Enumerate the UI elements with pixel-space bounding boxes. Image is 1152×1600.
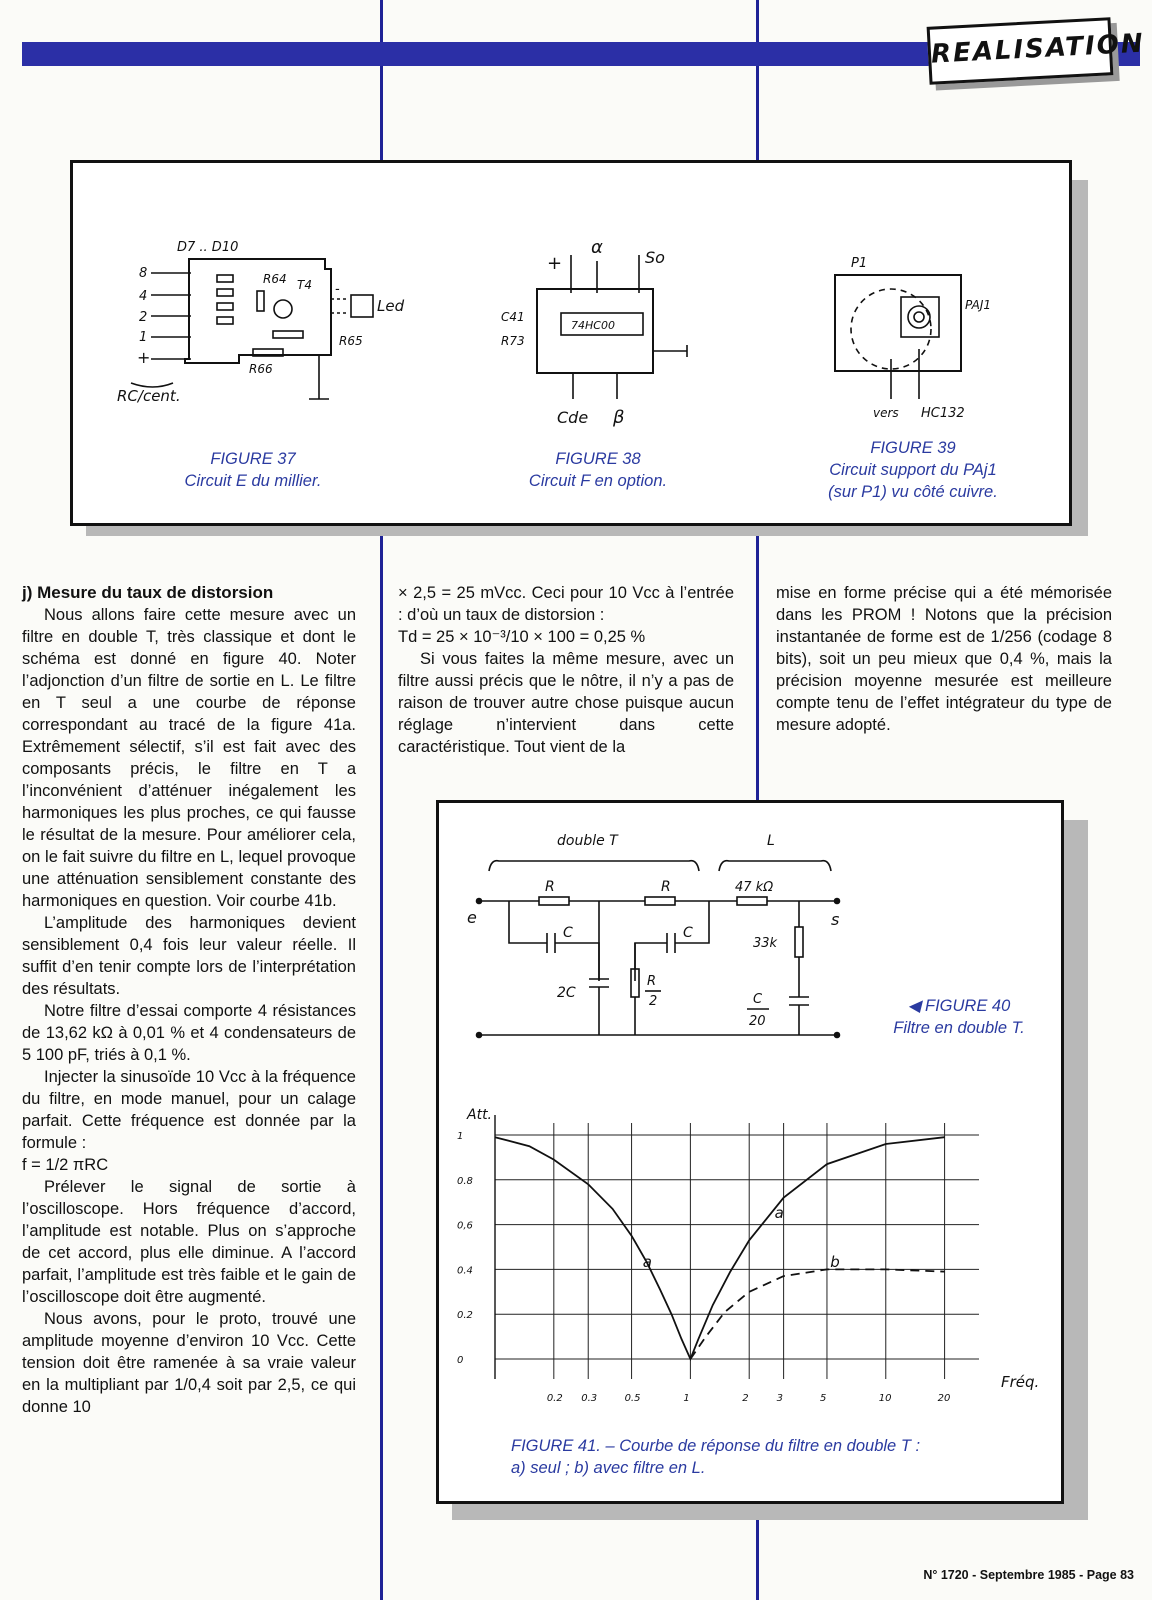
- col1-formula: f = 1/2 πRC: [22, 1156, 109, 1174]
- fig40-c1: C: [563, 925, 573, 941]
- fig37-in2: 2: [139, 310, 148, 325]
- figure-39-text-1: Circuit support du PAj1: [829, 461, 997, 479]
- fig40-r1: R: [545, 879, 555, 895]
- fig37-diodes-label: D7 .. D10: [177, 240, 239, 255]
- y-tick-label: 1: [457, 1131, 464, 1142]
- fig37-minus: -: [335, 282, 340, 297]
- col1-para-3: Notre filtre d’essai comporte 4 résistances de 13,62 kΩ à 0,01 % et 4 condensateurs de 5 100 pF, triés à 0,1 %.: [22, 1002, 356, 1064]
- figure-40-title: ◀ FIGURE 40: [907, 997, 1011, 1015]
- chart-ticks: [457, 1131, 950, 1404]
- fig39-p1: P1: [851, 256, 868, 271]
- section-tag-label: REALISATION: [930, 28, 1146, 70]
- figure-37-text: Circuit E du millier.: [184, 472, 322, 490]
- fig38-cde: Cde: [557, 408, 589, 427]
- figure-40-caption: [869, 995, 1049, 1039]
- figure-38-text: Circuit F en option.: [528, 472, 668, 490]
- x-tick-label: 0.5: [624, 1393, 641, 1404]
- col1-para-4: Injecter la sinusoïde 10 Vcc à la fréquence du filtre, en mode manuel, pour un calage parfait. Cette fréquence est donnée par la formule :: [22, 1068, 356, 1152]
- col2-formula: Td = 25 × 10⁻³/10 × 100 = 0,25 %: [398, 628, 646, 646]
- article-heading: j) Mesure du taux de distorsion: [22, 583, 274, 602]
- figure-40-text: Filtre en double T.: [893, 1019, 1025, 1037]
- figure-38-caption: [498, 448, 698, 492]
- curve-label-a: a: [642, 1253, 652, 1272]
- x-tick-label: 3: [776, 1393, 783, 1404]
- figure-38-title: FIGURE 38: [555, 450, 641, 468]
- figure-39-text-2: (sur P1) vu côté cuivre.: [828, 483, 998, 501]
- page-footer: N° 1720 - Septembre 1985 - Page 83: [923, 1568, 1134, 1582]
- fig40-r-half-den: 2: [649, 994, 658, 1009]
- chart-ylabel: Att.: [467, 1107, 493, 1123]
- fig37-in1: 1: [139, 330, 148, 345]
- fig40-c20-den: 20: [749, 1014, 766, 1029]
- chart-xlabel: Fréq.: [1001, 1373, 1040, 1391]
- fig40-r-half-num: R: [647, 974, 657, 989]
- fig37-r65: R65: [339, 334, 363, 348]
- fig40-r33k: 33k: [753, 936, 778, 951]
- fig38-r73: R73: [501, 334, 525, 348]
- article-column-1: [22, 582, 356, 1418]
- fig38-alpha: α: [591, 237, 603, 258]
- figure-41-caption: [511, 1435, 1011, 1479]
- top-figures-box: [70, 160, 1072, 526]
- col2-para-1: × 2,5 = 25 mVcc. Ceci pour 10 Vcc à l’entrée : d’où un taux de distorsion :: [398, 584, 734, 624]
- figure-37-caption: [153, 448, 353, 492]
- x-tick-label: 0.2: [546, 1393, 563, 1404]
- chart-grid: [495, 1115, 979, 1379]
- fig39-paj1: PAJ1: [965, 298, 992, 312]
- series-a-line: [495, 1137, 945, 1359]
- fig39-hc132: HC132: [921, 406, 965, 421]
- fig40-2c: 2C: [557, 985, 576, 1001]
- y-tick-label: 0: [457, 1355, 464, 1366]
- fig38-beta: β: [613, 407, 625, 428]
- x-tick-label: 20: [937, 1393, 951, 1404]
- col1-para-6: Nous avons, pour le proto, trouvé une amplitude moyenne d’environ 10 Vcc. Cette tension doit être ramenée à sa vraie valeur en la multipliant par 1/0,4 soit par 2,5, ce qui donne 10: [22, 1310, 356, 1416]
- fig37-in4: 4: [139, 289, 148, 304]
- x-tick-label: 2: [742, 1393, 749, 1404]
- fig39-vers: vers: [873, 406, 899, 420]
- figure-39-caption: [793, 437, 1033, 503]
- article-column-2: [398, 582, 734, 758]
- fig40-e: e: [467, 908, 477, 927]
- x-tick-label: 1: [683, 1393, 690, 1404]
- fig37-r64: R64: [263, 272, 287, 286]
- fig40-c20-num: C: [753, 992, 763, 1007]
- col1-para-1: Nous allons faire cette mesure avec un filtre en double T, très classique et dont le schéma est donné en figure 40. Noter l’adjonction d’un filtre de sortie en L. Le filtre en T seul a une courbe de réponse correspondant au tracé de la figure 41a. Extrêmement sélectif, s’il est fait avec des composants précis, le filtre en T a l’inconvénient d’atténuer inégalement les harmoniques les plus proches, ce qui fausse le résultat de la mesure. Pour améliorer cela, on le fait suivre du filtre en L, lequel provoque une atténuation sensiblement constante des harmoniques en question. Voir courbe 41b.: [22, 606, 356, 910]
- fig40-r47k: 47 kΩ: [735, 880, 774, 895]
- fig40-l: L: [767, 833, 775, 849]
- figure-41-chart: [439, 1095, 1061, 1415]
- fig37-plus: +: [137, 348, 151, 367]
- fig37-in8: 8: [139, 266, 148, 281]
- figure-37-drawing: [73, 163, 1069, 453]
- fig37-rc: RC/cent.: [117, 387, 181, 405]
- section-tag: [927, 17, 1146, 85]
- col2-para-2: Si vous faites la même mesure, avec un filtre aussi précis que le nôtre, il n’y a pas de raison de trouver autre chose puisque aucun réglage n’intervient dans cette caractéristique. Tout vient de la: [398, 650, 734, 756]
- figure-39-title: FIGURE 39: [870, 439, 956, 457]
- col1-para-5: Prélever le signal de sortie à l’oscilloscope. Hors fréquence d’accord, l’amplitude est notable. Plus on s’approche de cet accord, plus elle diminue. A l’accord parfait, l’amplitude est très faible et le gain de l’oscilloscope doit être augmenté.: [22, 1178, 356, 1306]
- y-tick-label: 0.4: [457, 1265, 473, 1277]
- y-tick-label: 0,6: [457, 1220, 473, 1232]
- figure-41-title: FIGURE 41. – Courbe de réponse du filtre en double T :: [511, 1437, 921, 1455]
- y-tick-label: 0.8: [457, 1175, 473, 1187]
- figure-40-41-box: [436, 800, 1064, 1504]
- col3-para-1: mise en forme précise qui a été mémorisée dans les PROM ! Notons que la précision instantanée de forme est de 1/256 (codage 8 bits), soit un peu mieux que 0,4 %, mais la précision moyenne mesurée est meilleure compte tenu de l’effet intégrateur du type de mesure adopté.: [776, 584, 1112, 734]
- x-tick-label: 0.3: [581, 1393, 598, 1404]
- x-tick-label: 10: [878, 1393, 892, 1404]
- curve-label-a: a: [774, 1203, 784, 1222]
- fig37-led: Led: [377, 297, 405, 315]
- x-tick-label: 5: [819, 1393, 827, 1404]
- figure-37-title: FIGURE 37: [210, 450, 296, 468]
- fig40-s: s: [831, 910, 840, 929]
- col1-para-2: L’amplitude des harmoniques devient sensiblement 0,4 fois leur valeur réelle. Il suffit d’en tenir compte lors de l’interprétation des résultats.: [22, 914, 356, 998]
- fig40-double-t: double T: [557, 833, 618, 849]
- article-column-3: [776, 582, 1112, 736]
- fig37-r66: R66: [249, 362, 273, 376]
- chart-annotations: [643, 1204, 840, 1271]
- y-tick-label: 0.2: [457, 1310, 473, 1322]
- fig38-plus: +: [547, 253, 563, 274]
- chart-series: [495, 1137, 945, 1359]
- fig40-r2: R: [661, 879, 671, 895]
- fig37-t4: T4: [297, 278, 312, 292]
- curve-label-b: b: [830, 1253, 840, 1272]
- fig38-chip: 74HC00: [571, 319, 615, 332]
- fig40-c2: C: [683, 925, 693, 941]
- fig38-so: So: [645, 248, 665, 267]
- fig38-c41: C41: [501, 310, 525, 324]
- figure-41-subtitle: a) seul ; b) avec filtre en L.: [511, 1459, 706, 1477]
